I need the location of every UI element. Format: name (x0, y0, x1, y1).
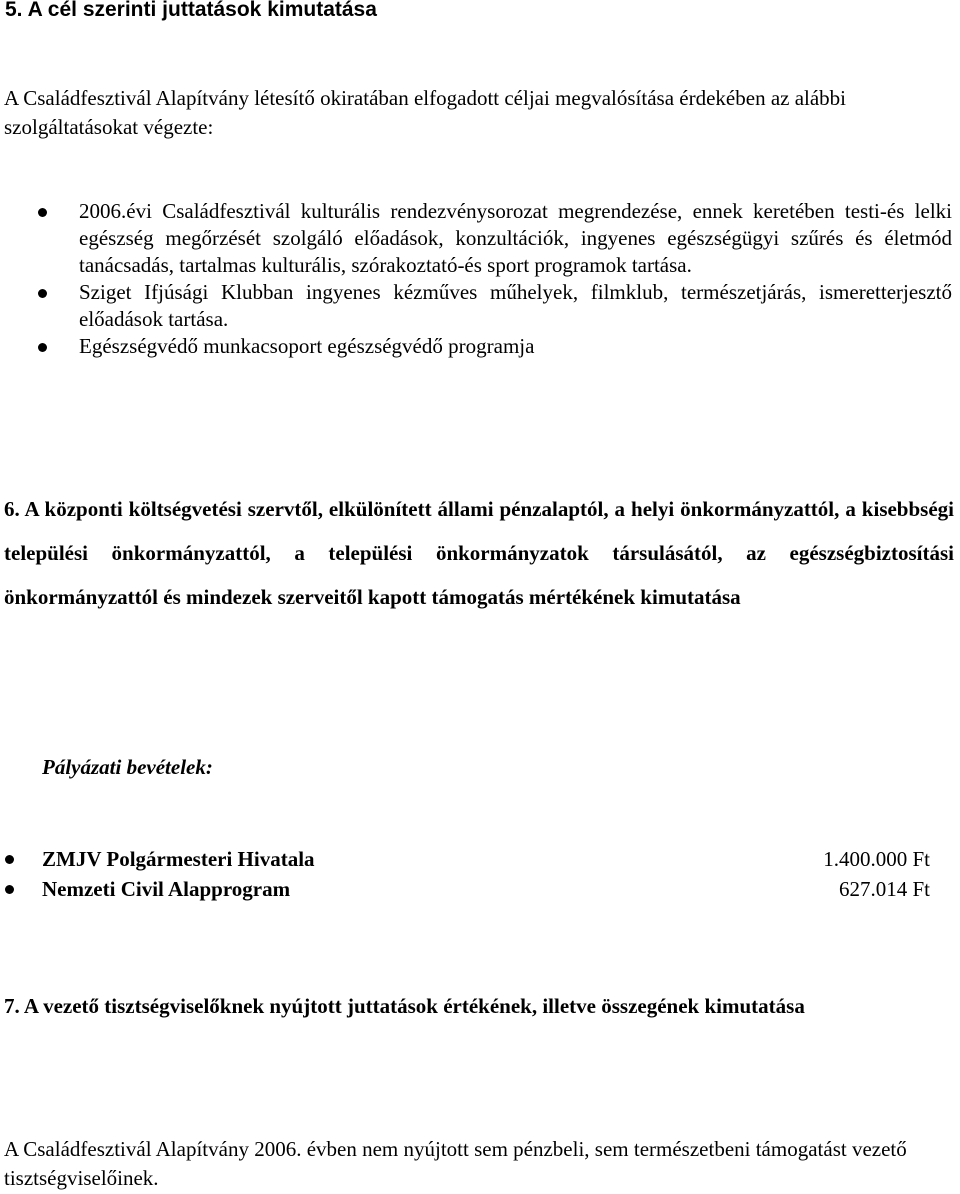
bullet-icon (38, 289, 47, 298)
bullet-icon (5, 885, 14, 894)
list-item (0, 844, 960, 874)
list-item-text: Egészségvédő munkacsoport egészségvédő programja (79, 334, 535, 358)
list-item-text: 2006.évi Családfesztivál kulturális rendezvénysorozat megrendezése, ennek keretében testi-és lelki egészség megőrzését szolgáló előadások, konzultációk, ingyenes egészségügyi szűrés és életmód tanácsadás, tartalmas kulturális, szórakoztató-és sport programok tartása. (79, 199, 952, 277)
section-7-heading: 7. A vezető tisztségviselőknek nyújtott juttatások értékének, illetve összegének kimutatása (4, 994, 805, 1018)
list-item (0, 874, 960, 904)
income-source-name: ZMJV Polgármesteri Hivatala (42, 847, 315, 871)
section-6-heading: 6. A központi költségvetési szervtől, elkülönített állami pénzalaptól, a helyi önkormányzattól, a kisebbségi települési önkormányzattól, a települési önkormányzatok társulásától, az egészségbiztosítási önkormányzattól és mindezek szerveitől kapott támogatás mértékének kimutatása (4, 497, 954, 609)
section-5-intro: A Családfesztivál Alapítvány létesítő okiratában elfogadott céljai megvalósítása érdekében az alábbi szolgáltatásokat végezte: (4, 86, 847, 139)
income-amount: 1.400.000 Ft (823, 847, 930, 871)
section-5-heading: 5. A cél szerinti juttatások kimutatása (5, 0, 377, 21)
services-list (0, 198, 960, 360)
income-amount: 627.014 Ft (838, 877, 930, 901)
list-item-text: Sziget Ifjúsági Klubban ingyenes kézműves műhelyek, filmklub, természetjárás, ismeretterjesztő előadások tartása. (79, 280, 952, 331)
income-source-name: Nemzeti Civil Alapprogram (42, 877, 291, 901)
list-item (0, 279, 960, 333)
list-item (0, 333, 960, 360)
bullet-icon (38, 208, 47, 217)
bullet-icon (5, 855, 14, 864)
list-item (0, 198, 960, 279)
grant-income-list (0, 844, 960, 904)
bullet-icon (38, 343, 47, 352)
section-7-text: A Családfesztivál Alapítvány 2006. évben nem nyújtott sem pénzbeli, sem természetbeni támogatást vezető tisztségviselőinek. (4, 1137, 907, 1190)
grant-income-subheading: Pályázati bevételek: (42, 755, 213, 779)
